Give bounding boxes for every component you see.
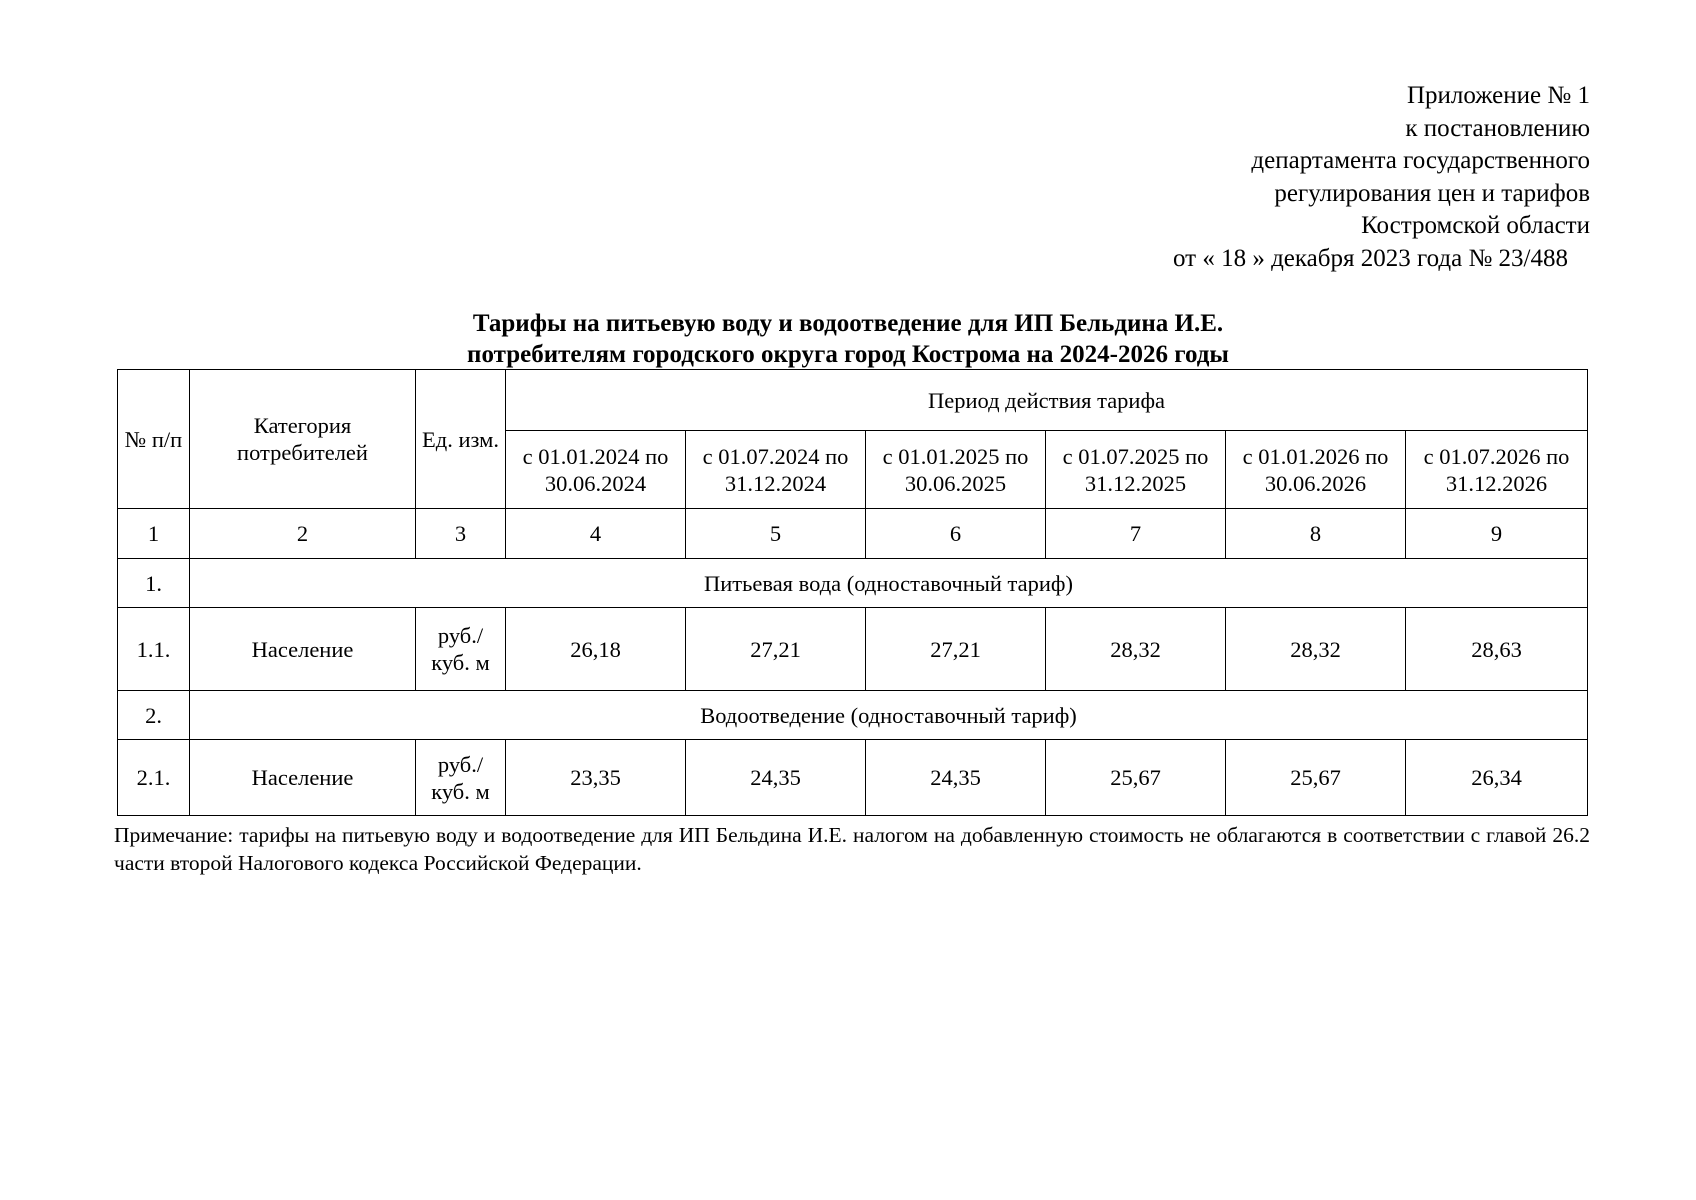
- tariff-value: 24,35: [866, 740, 1046, 816]
- row-category: Население: [190, 608, 416, 691]
- tariff-value: 28,32: [1046, 608, 1226, 691]
- title-line: Тарифы на питьевую воду и водоотведение для ИП Бельдина И.Е.: [472, 310, 1224, 337]
- appendix-line: Костромской области: [1361, 212, 1590, 239]
- header-period-cell: с 01.07.2026 по 31.12.2026: [1406, 431, 1588, 509]
- column-number: 3: [416, 509, 506, 559]
- header-period-cell: с 01.01.2024 по 30.06.2024: [506, 431, 686, 509]
- tariff-value: 26,34: [1406, 740, 1588, 816]
- title-line: потребителям городского округа город Кострома на 2024-2026 годы: [467, 341, 1229, 368]
- tariff-value: 24,35: [686, 740, 866, 816]
- header-unit: Ед. изм.: [416, 370, 506, 509]
- column-number: 9: [1406, 509, 1588, 559]
- tariff-value: 28,32: [1226, 608, 1406, 691]
- tariff-value: 27,21: [866, 608, 1046, 691]
- row-num: 1.1.: [118, 608, 190, 691]
- appendix-line: Приложение № 1: [1406, 82, 1590, 109]
- tariff-value: 25,67: [1226, 740, 1406, 816]
- tariff-value: 28,63: [1406, 608, 1588, 691]
- appendix-line: департамента государственного: [1251, 147, 1590, 174]
- header-period-cell: с 01.01.2025 по 30.06.2025: [866, 431, 1046, 509]
- tariff-value: 25,67: [1046, 740, 1226, 816]
- column-number: 2: [190, 509, 416, 559]
- header-period: Период действия тарифа: [506, 370, 1588, 431]
- column-number: 8: [1226, 509, 1406, 559]
- section-name: Питьевая вода (одноставочный тариф): [190, 559, 1588, 608]
- section-name: Водоотведение (одноставочный тариф): [190, 691, 1588, 740]
- column-number: 7: [1046, 509, 1226, 559]
- appendix-line: регулирования цен и тарифов: [1274, 179, 1590, 207]
- row-category: Население: [190, 740, 416, 816]
- header-period-cell: с 01.01.2026 по 30.06.2026: [1226, 431, 1406, 509]
- section-num: 1.: [118, 559, 190, 608]
- column-number: 6: [866, 509, 1046, 559]
- appendix-line: к постановлению: [1405, 114, 1590, 142]
- header-num: № п/п: [118, 370, 190, 509]
- tariff-table: [117, 369, 1588, 816]
- appendix-block: [1173, 80, 1590, 275]
- tariff-value: 26,18: [506, 608, 686, 691]
- document-title: [0, 308, 1696, 370]
- row-num: 2.1.: [118, 740, 190, 816]
- column-number: 5: [686, 509, 866, 559]
- tariff-value: 27,21: [686, 608, 866, 691]
- appendix-line: от « 18 » декабря 2023 года № 23/488: [1172, 244, 1568, 272]
- header-period-cell: с 01.07.2024 по 31.12.2024: [686, 431, 866, 509]
- row-unit: руб./ куб. м: [416, 740, 506, 816]
- header-period-cell: с 01.07.2025 по 31.12.2025: [1046, 431, 1226, 509]
- column-number: 1: [118, 509, 190, 559]
- header-category: Категория потребителей: [190, 370, 416, 509]
- table-note: Примечание: тарифы на питьевую воду и водоотведение для ИП Бельдина И.Е. налогом на добавленную стоимость не облагаются в соответствии с главой 26.2 части второй Налогового кодекса Российской Федерации.: [114, 823, 1590, 875]
- section-num: 2.: [118, 691, 190, 740]
- tariff-value: 23,35: [506, 740, 686, 816]
- row-unit: руб./ куб. м: [416, 608, 506, 691]
- column-number: 4: [506, 509, 686, 559]
